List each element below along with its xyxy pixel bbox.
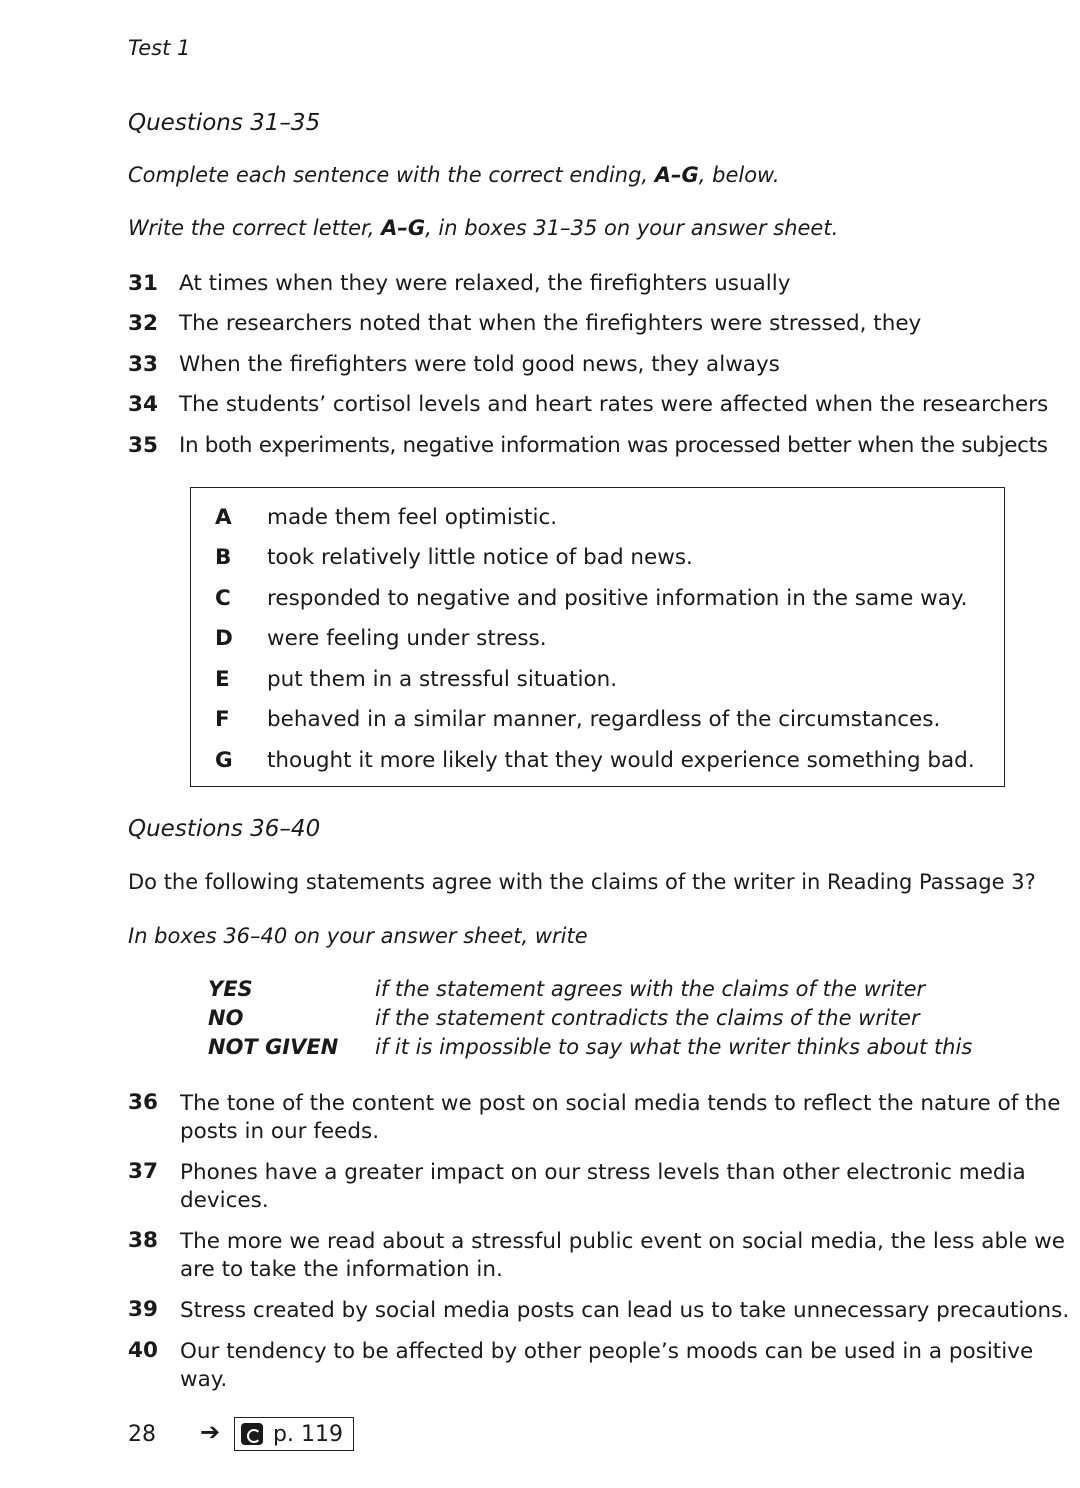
question-text: The researchers noted that when the firefighters were stressed, they bbox=[179, 311, 922, 336]
option-text: behaved in a similar manner, regardless of the circumstances. bbox=[267, 707, 941, 732]
question-text: Phones have a greater impact on our stress levels than other electronic media devices. bbox=[180, 1160, 1026, 1213]
question-number: 37 bbox=[128, 1159, 158, 1184]
instruction-statements: Do the following statements agree with the claims of the writer in Reading Passage 3? bbox=[128, 870, 1036, 894]
option-letter: B bbox=[215, 545, 232, 570]
question-number: 31 bbox=[128, 271, 158, 296]
option-text: thought it more likely that they would experience something bad. bbox=[267, 748, 975, 773]
instruction-complete-sentences: Complete each sentence with the correct ending, A–G, below. bbox=[128, 163, 780, 187]
question-text: Our tendency to be affected by other people’s moods can be used in a positive way. bbox=[180, 1339, 1034, 1392]
question-number: 38 bbox=[128, 1228, 158, 1253]
question-number: 32 bbox=[128, 311, 158, 336]
endings-box bbox=[190, 487, 1005, 787]
option-letter: D bbox=[215, 626, 233, 651]
option-text: responded to negative and positive information in the same way. bbox=[267, 586, 968, 611]
question-number: 35 bbox=[128, 433, 158, 458]
key-label: NOT GIVEN bbox=[208, 1035, 339, 1059]
question-text: Stress created by social media posts can lead us to take unnecessary precautions. bbox=[180, 1298, 1070, 1323]
question-text: At times when they were relaxed, the firefighters usually bbox=[179, 271, 791, 296]
question-number: 33 bbox=[128, 352, 158, 377]
question-text: The tone of the content we post on social media tends to reflect the nature of the posts in our feeds. bbox=[180, 1091, 1061, 1144]
option-letter: F bbox=[215, 707, 230, 732]
question-number: 36 bbox=[128, 1090, 158, 1115]
reference-text: p. 119 bbox=[273, 1421, 343, 1447]
answer-key-icon bbox=[241, 1423, 263, 1445]
arrow-right-icon: ➔ bbox=[200, 1418, 221, 1446]
option-text: took relatively little notice of bad news. bbox=[267, 545, 693, 570]
section-title-36-40: Questions 36–40 bbox=[128, 816, 321, 842]
option-letter: G bbox=[215, 748, 233, 773]
instruction-boxes: In boxes 36–40 on your answer sheet, write bbox=[128, 924, 588, 948]
question-number: 40 bbox=[128, 1338, 158, 1363]
section-title-31-35: Questions 31–35 bbox=[128, 110, 321, 136]
key-meaning: if the statement agrees with the claims of the writer bbox=[375, 977, 926, 1001]
question-number: 34 bbox=[128, 392, 158, 417]
question-text: The students’ cortisol levels and heart rates were affected when the researchers bbox=[179, 392, 1049, 417]
key-meaning: if it is impossible to say what the writer thinks about this bbox=[375, 1035, 973, 1059]
option-text: put them in a stressful situation. bbox=[267, 667, 618, 692]
option-letter: A bbox=[215, 505, 232, 530]
option-letter: C bbox=[215, 586, 231, 611]
option-text: made them feel optimistic. bbox=[267, 505, 558, 530]
instruction-write-letter: Write the correct letter, A–G, in boxes 31–35 on your answer sheet. bbox=[128, 216, 839, 240]
question-text: When the firefighters were told good news, they always bbox=[179, 352, 780, 377]
answer-key-reference[interactable] bbox=[234, 1417, 354, 1451]
key-meaning: if the statement contradicts the claims of the writer bbox=[375, 1006, 920, 1030]
page-number: 28 bbox=[128, 1422, 156, 1447]
question-number: 39 bbox=[128, 1297, 158, 1322]
test-label: Test 1 bbox=[128, 36, 191, 60]
option-text: were feeling under stress. bbox=[267, 626, 547, 651]
question-text: In both experiments, negative information was processed better when the subjects bbox=[179, 433, 1048, 458]
key-label: NO bbox=[208, 1006, 244, 1030]
key-label: YES bbox=[208, 977, 253, 1001]
question-text: The more we read about a stressful public event on social media, the less able we are to take the information in. bbox=[180, 1229, 1065, 1282]
option-letter: E bbox=[215, 667, 230, 692]
